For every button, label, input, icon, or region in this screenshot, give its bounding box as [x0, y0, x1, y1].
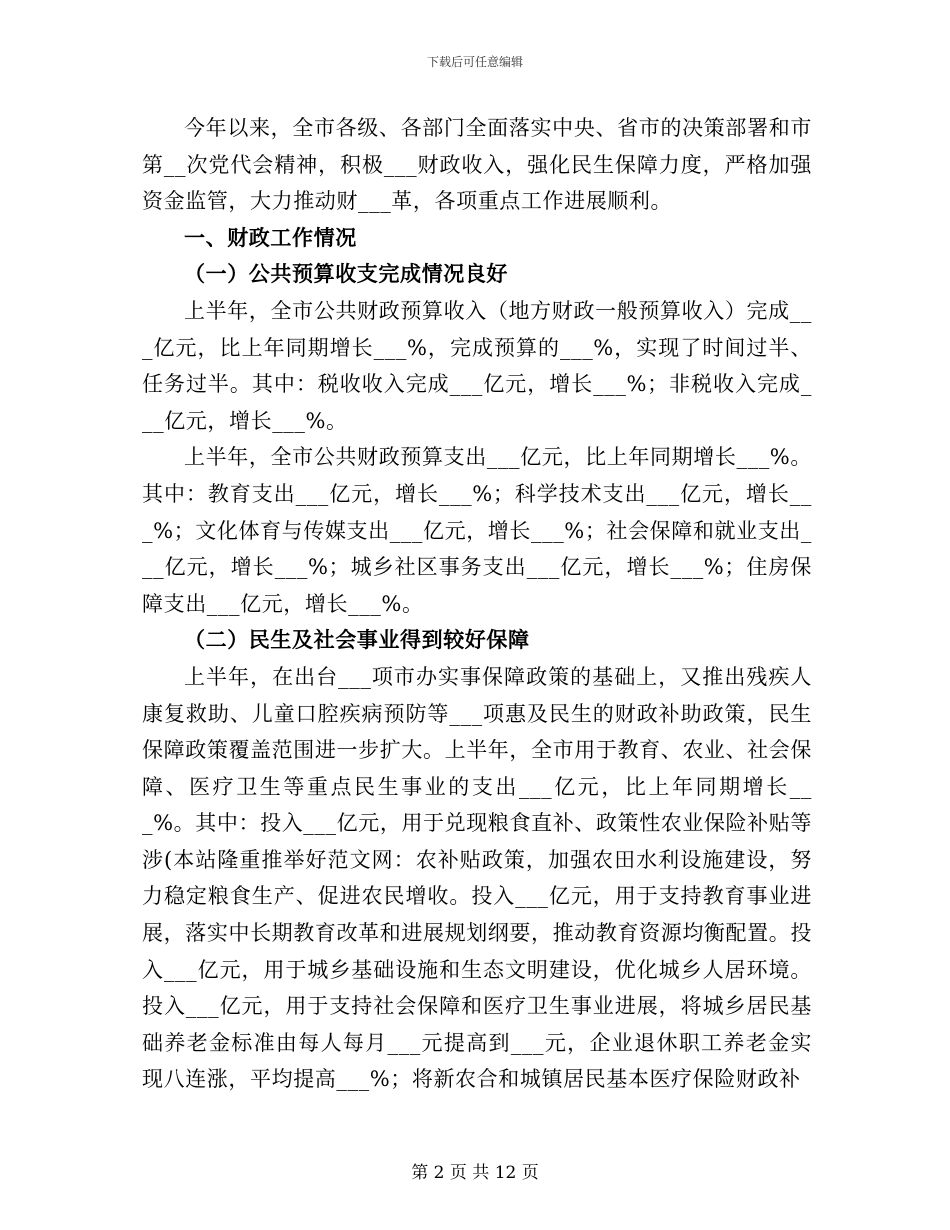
page-header: 下载后可任意编辑 [426, 55, 523, 69]
page-footer: 第 2 页 共 12 页 [411, 1163, 539, 1183]
subsection-heading-1: （一）公共预算收支完成情况良好 [184, 261, 508, 287]
livelihood-paragraph: 上半年，在出台___项市办实事保障政策的基础上，又推出残疾人康复救助、儿童口腔疾病预防等___项惠及民生的财政补助政策，民生保障政策覆盖范围进一步扩大。上半年，全市用于教育、农业、社会保障、医疗卫生等重点民生事业的支出___亿元，比上年同期增长___%。其中：投入___亿元，用于兑现粮食直补、政策性农业保险补贴等涉(本站隆重推举好范文网：农补贴政策，加强农田水利设施建设，努力稳定粮食生产、促进农民增收。投入___亿元，用于支持教育事业进展，落实中长期教育改革和进展规划纲要，推动教育资源均衡配置。投入___亿元，用于城乡基础设施和生态文明建设，优化城乡人居环境。投入___亿元，用于支持社会保障和医疗卫生事业进展，将城乡居民基础养老金标准由每人每月___元提高到___元，企业退休职工养老金实现八连涨，平均提高___%；将新农合和城镇居民基本医疗保险财政补 [142, 664, 812, 1092]
document-body [142, 110, 812, 1098]
subsection-heading-2: （二）民生及社会事业得到较好保障 [184, 627, 530, 653]
section-heading-1: 一、财政工作情况 [184, 224, 357, 250]
intro-paragraph: 今年以来，全市各级、各部门全面落实中央、省市的决策部署和市第__次党代会精神，积极___财政收入，强化民生保障力度，严格加强资金监管，大力推动财___革，各项重点工作进展顺利。 [142, 116, 812, 214]
revenue-paragraph: 上半年，全市公共财政预算收入（地方财政一般预算收入）完成___亿元，比上年同期增长___%，完成预算的___%，实现了时间过半、任务过半。其中：税收收入完成___亿元，增长___%；非税收入完成___亿元，增长___%。 [142, 298, 812, 433]
expenditure-paragraph: 上半年，全市公共财政预算支出___亿元，比上年同期增长___%。其中：教育支出___亿元，增长___%；科学技术支出___亿元，增长___%；文化体育与传媒支出___亿元，增长___%；社会保障和就业支出___亿元，增长___%；城乡社区事务支出___亿元，增长___%；住房保障支出___亿元，增长___%。 [142, 445, 812, 616]
